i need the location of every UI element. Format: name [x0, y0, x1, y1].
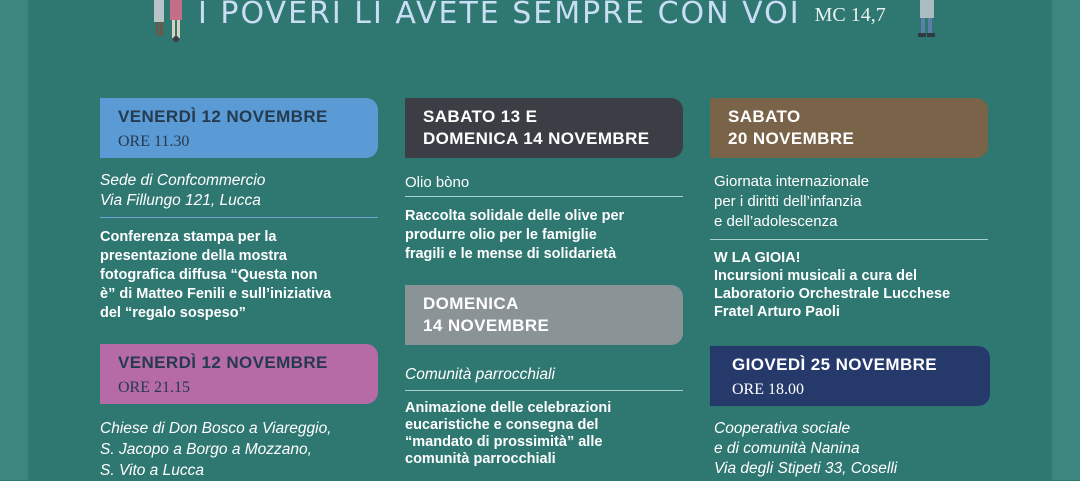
place-line: Sede di Confcommercio: [100, 172, 266, 189]
event-5-header: [710, 98, 988, 158]
divider: [100, 217, 378, 218]
subtitle-line: e dell’adolescenza: [714, 213, 838, 230]
event-3-description: [405, 207, 624, 264]
event-2-header: [100, 344, 378, 404]
desc-line: eucaristiche e consegna del: [405, 417, 599, 433]
page-title: I POVERI LI AVETE SEMPRE CON VOI: [198, 0, 801, 31]
event-5-day-line-2: 20 NOVEMBRE: [728, 129, 855, 148]
place-line: Cooperativa sociale: [714, 420, 851, 437]
event-1-place: [100, 171, 265, 211]
desc-line: W LA GIOIA!: [714, 250, 801, 266]
desc-line: Raccolta solidale delle olive per: [405, 208, 625, 224]
event-4-header: [405, 285, 683, 345]
desc-line: presentazione della mostra: [100, 248, 287, 264]
event-4-place: Comunità parrocchiali: [405, 366, 555, 383]
event-6-place: [714, 419, 897, 479]
desc-line: Incursioni musicali a cura del: [714, 268, 918, 284]
event-4-description: [405, 400, 611, 468]
right-border: [1052, 0, 1080, 480]
event-2-place: [100, 418, 332, 481]
event-5-day-line-1: SABATO: [728, 107, 801, 126]
event-6-time: ORE 18.00: [732, 381, 804, 398]
event-5-description: [714, 249, 950, 321]
event-3-day-line-1: SABATO 13 E: [423, 107, 538, 126]
desc-line: Animazione delle celebrazioni: [405, 400, 612, 416]
event-6-day: GIOVEDÌ 25 NOVEMBRE: [732, 355, 938, 374]
event-2-time: ORE 21.15: [118, 379, 190, 396]
desc-line: è” di Matteo Fenili e sull’iniziativa: [100, 286, 332, 302]
event-3-header: [405, 98, 683, 158]
event-3-day-line-2: DOMENICA 14 NOVEMBRE: [423, 129, 650, 148]
event-2-day: VENERDÌ 12 NOVEMBRE: [118, 353, 328, 372]
place-line: e di comunità Nanina: [714, 440, 860, 457]
gospel-reference: MC 14,7: [814, 4, 886, 26]
desc-line: fragili e le mense di solidarietà: [405, 246, 617, 262]
event-1-description: [100, 228, 331, 323]
person-illustration-right: [912, 0, 942, 38]
event-3-subtitle: Olio bòno: [405, 174, 470, 191]
desc-line: Fratel Arturo Paoli: [714, 304, 840, 320]
divider: [405, 196, 683, 197]
place-line: S. Jacopo a Borgo a Mozzano,: [100, 441, 312, 458]
desc-line: fotografica diffusa “Questa non: [100, 267, 318, 283]
subtitle-line: per i diritti dell’infanzia: [714, 193, 862, 210]
desc-line: Conferenza stampa per la: [100, 229, 277, 245]
event-4-day-line-2: 14 NOVEMBRE: [423, 316, 550, 335]
subtitle-line: Giornata internazionale: [714, 173, 870, 190]
event-4-day-line-1: DOMENICA: [423, 294, 519, 313]
divider: [710, 239, 988, 240]
desc-line: del “regalo sospeso”: [100, 305, 246, 321]
desc-line: produrre olio per le famiglie: [405, 227, 597, 243]
desc-line: comunità parrocchiali: [405, 451, 556, 467]
place-line: S. Vito a Lucca: [100, 462, 204, 479]
page-banner: [198, 0, 886, 36]
event-1-time: ORE 11.30: [118, 133, 190, 150]
place-line: Chiese di Don Bosco a Viareggio,: [100, 420, 332, 437]
place-line: Via degli Stipeti 33, Coselli: [714, 460, 898, 477]
event-5-subtitle: [714, 172, 869, 232]
desc-line: “mandato di prossimità” alle: [405, 434, 603, 450]
people-illustration-left: [150, 0, 190, 44]
divider: [405, 390, 683, 391]
place-line: Via Fillungo 121, Lucca: [100, 192, 261, 209]
event-1-day: VENERDÌ 12 NOVEMBRE: [118, 107, 328, 126]
desc-line: Laboratorio Orchestrale Lucchese: [714, 286, 951, 302]
left-border: [0, 0, 28, 480]
event-1-header: [100, 98, 378, 158]
event-6-header: [710, 346, 990, 406]
